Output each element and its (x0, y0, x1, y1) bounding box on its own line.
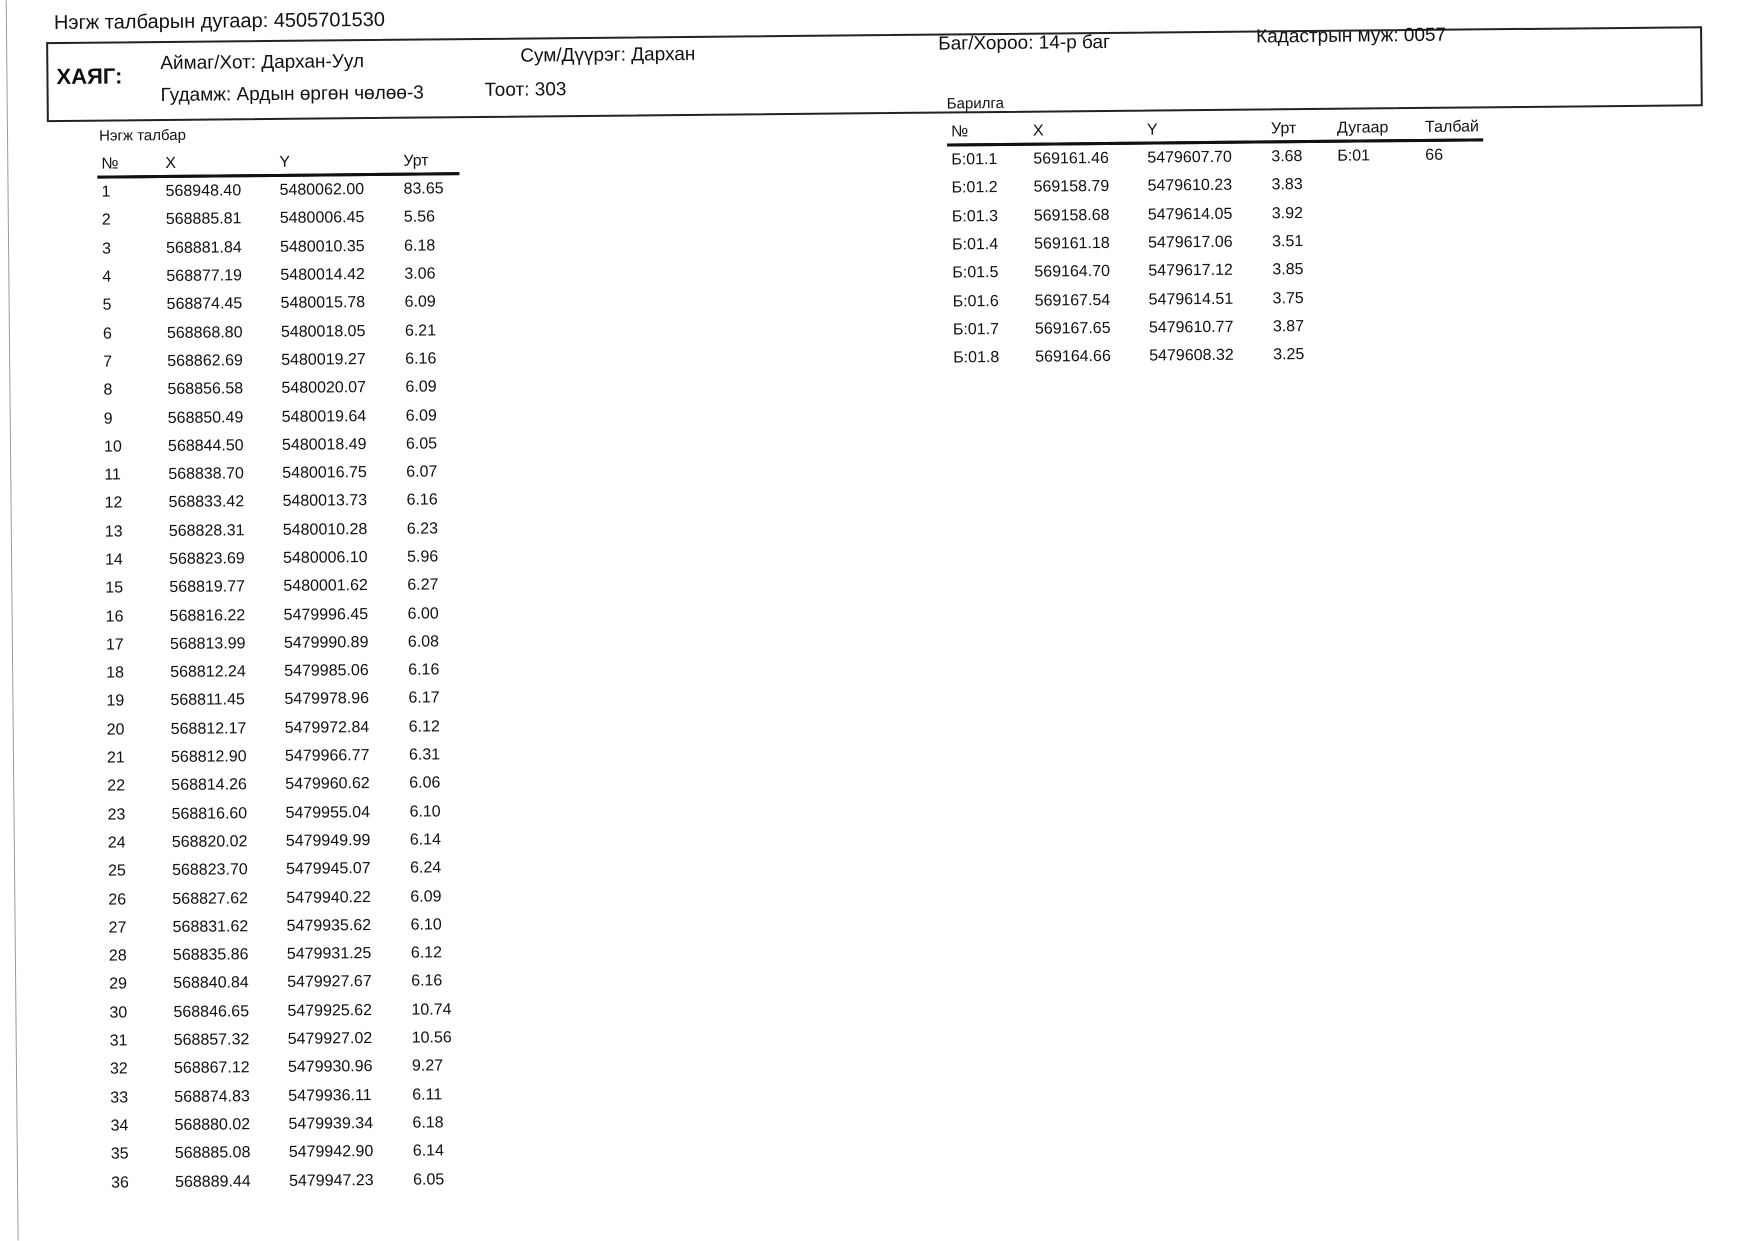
table-cell (1334, 199, 1422, 228)
table-cell: 19 (106, 692, 125, 711)
table-row (100, 402, 462, 434)
table-row (103, 713, 465, 745)
building-column-header: Дугаар (1333, 113, 1421, 141)
table-cell: 3.51 (1272, 233, 1304, 251)
table-cell: 568823.69 (169, 550, 245, 568)
table-cell: 5480010.28 (282, 520, 368, 539)
parcel-coordinates-table (97, 146, 469, 1197)
table-row (105, 939, 467, 971)
table-cell: 5479617.06 (1148, 233, 1233, 252)
address-sum: Сум/Дүүрэг: Дархан (520, 43, 696, 67)
table-cell: 568816.22 (169, 606, 246, 625)
table-cell: 569158.79 (1033, 178, 1110, 197)
table-cell: 568846.65 (173, 1002, 250, 1021)
table-cell: 5479947.23 (288, 1171, 374, 1190)
table-cell: 6.09 (405, 378, 437, 396)
table-row (101, 543, 463, 575)
table-cell (1423, 311, 1485, 340)
table-cell: Б:01.7 (952, 320, 1000, 339)
table-cell: 569164.70 (1034, 263, 1111, 281)
table-cell: Б:01.6 (952, 292, 999, 311)
table-cell: 6.16 (405, 350, 437, 368)
table-cell: 3.06 (404, 265, 436, 283)
table-row (97, 174, 459, 207)
table-cell: Б:01.1 (951, 151, 998, 169)
table-cell (1423, 339, 1485, 368)
table-cell: 568885.81 (165, 210, 242, 229)
table-cell: 568844.50 (167, 437, 244, 455)
table-cell: 568867.12 (173, 1059, 250, 1078)
table-cell: 27 (108, 919, 127, 937)
table-cell: 14 (105, 551, 123, 569)
table-cell: 5480010.35 (280, 237, 365, 256)
table-row (100, 486, 462, 518)
table-cell: 5480006.10 (283, 549, 368, 567)
table-row (103, 798, 465, 830)
table-cell (1422, 255, 1484, 284)
building-column-header: X (1029, 116, 1143, 145)
table-cell: 568813.99 (169, 635, 246, 653)
table-cell: 25 (107, 862, 126, 880)
table-cell: 6.11 (412, 1086, 443, 1104)
table-cell (1422, 198, 1484, 227)
table-cell: 6.07 (406, 463, 438, 481)
table-cell: 6.08 (407, 633, 440, 651)
table-cell: 31 (109, 1032, 128, 1050)
table-cell: 568885.08 (174, 1144, 251, 1163)
table-cell: 5479927.02 (287, 1030, 373, 1048)
table-cell (1335, 312, 1423, 341)
table-row (104, 826, 466, 858)
table-row (98, 260, 460, 292)
table-cell: 30 (109, 1004, 128, 1022)
table-cell: Б:01.5 (952, 264, 999, 282)
table-cell: 5.56 (403, 208, 436, 227)
table-cell: 11 (104, 466, 121, 484)
table-cell: 5480015.78 (280, 294, 366, 313)
scan-edge-line (6, 1, 19, 1241)
table-cell: 66 (1425, 146, 1444, 165)
table-cell: 29 (109, 975, 128, 994)
table-cell: 6.14 (409, 831, 442, 849)
parcel-number: Нэгж талбарын дугаар: 4505701530 (53, 8, 386, 35)
table-cell: 5480013.73 (282, 492, 368, 511)
table-cell: 4 (102, 268, 112, 286)
table-cell: 34 (110, 1117, 129, 1135)
building-column-header: Y (1143, 114, 1267, 143)
table-cell: 6.14 (412, 1142, 445, 1160)
table-cell: 5480019.27 (281, 351, 366, 369)
table-row (98, 203, 460, 235)
table-cell: 568868.80 (166, 323, 243, 342)
table-cell (1421, 170, 1483, 199)
table-cell: 6.09 (405, 406, 437, 425)
table-cell: 28 (108, 947, 127, 965)
table-cell: 16 (105, 608, 124, 626)
table-cell: 568831.62 (172, 918, 249, 936)
table-cell: 6.05 (412, 1170, 445, 1189)
table-cell: 5480018.49 (281, 435, 367, 454)
table-cell (1335, 340, 1423, 369)
table-row (102, 684, 464, 716)
table-row (104, 883, 466, 915)
table-row (949, 339, 1485, 372)
table-cell: 569161.46 (1033, 150, 1110, 168)
table-cell: 6.09 (410, 887, 442, 906)
parcel-column-header: Урт (399, 146, 459, 174)
address-bag: Баг/Хороо: 14-р баг (938, 31, 1111, 55)
table-cell: 6.05 (405, 435, 438, 453)
table-cell: 5479610.77 (1148, 318, 1234, 337)
table-cell: 6 (102, 325, 112, 343)
table-cell: 1 (101, 183, 111, 201)
table-cell: 568856.58 (167, 380, 244, 399)
table-cell: 5480018.05 (280, 322, 366, 341)
table-row (101, 515, 463, 547)
table-row (99, 373, 461, 405)
parcel-section-title: Нэгж талбар (98, 126, 186, 145)
table-cell (1334, 283, 1422, 312)
building-coordinates-table (947, 112, 1485, 373)
table-cell: 568835.86 (172, 946, 249, 965)
table-cell: 568850.49 (167, 408, 244, 427)
table-cell: 3.92 (1271, 204, 1304, 223)
table-cell: 32 (109, 1060, 128, 1078)
table-cell: 5479955.04 (285, 803, 371, 822)
table-cell: 5480016.75 (282, 464, 367, 482)
table-cell: Б:01.3 (951, 207, 999, 226)
table-row (106, 1052, 468, 1084)
table-cell: Б:01.4 (952, 236, 999, 254)
table-cell: 18 (106, 664, 125, 682)
table-cell: 568816.60 (171, 804, 248, 823)
table-cell: 3.85 (1272, 261, 1304, 279)
table-cell: 5479610.23 (1147, 177, 1233, 196)
table-row (103, 769, 465, 801)
table-cell: 569167.65 (1034, 319, 1111, 338)
table-cell (1334, 227, 1422, 256)
table-cell: 5479607.70 (1147, 148, 1232, 167)
table-cell: 5479996.45 (283, 605, 369, 624)
table-cell: 6.12 (408, 718, 440, 736)
table-cell: 5479940.22 (286, 888, 371, 907)
table-cell: 22 (107, 777, 126, 795)
address-cadastral-zone: Кадастрын муж: 0057 (1256, 24, 1447, 48)
table-cell: Б:01 (1337, 147, 1371, 165)
table-cell: 6.21 (404, 322, 437, 340)
table-row (100, 430, 462, 462)
table-cell: 5479608.32 (1149, 346, 1234, 365)
table-cell: 35 (110, 1145, 129, 1163)
table-row (100, 458, 462, 490)
table-cell: 5479972.84 (284, 718, 370, 737)
building-section-title: Барилга (946, 94, 1004, 113)
table-cell: 6.06 (409, 774, 441, 793)
table-cell: 5480019.64 (281, 407, 367, 426)
table-cell: 5479614.05 (1147, 205, 1233, 224)
table-cell: 6.27 (407, 576, 439, 594)
table-cell: 5480006.45 (279, 209, 365, 228)
table-cell: 9.27 (411, 1057, 444, 1076)
table-cell: 568823.70 (171, 861, 248, 880)
table-cell (1333, 170, 1421, 199)
table-cell: 3.75 (1272, 289, 1304, 307)
table-cell: 5479960.62 (285, 775, 370, 794)
table-cell: 17 (105, 636, 124, 654)
table-cell: 3.25 (1273, 346, 1305, 364)
address-street: Гудамж: Ардын өргөн чөлөө-3 (160, 82, 424, 107)
table-cell: 568857.32 (173, 1031, 250, 1050)
table-cell: 5479936.11 (288, 1086, 372, 1105)
table-cell: 568881.84 (166, 239, 242, 257)
table-cell: 568812.24 (170, 663, 246, 682)
parcel-column-header: X (161, 148, 275, 177)
table-cell: 5479927.67 (287, 973, 372, 992)
table-cell: 6.18 (404, 237, 436, 255)
table-cell: 5480014.42 (280, 266, 365, 284)
table-cell: 7 (103, 353, 113, 371)
table-cell: 568948.40 (165, 182, 242, 201)
table-cell: 6.12 (410, 944, 443, 962)
table-row (106, 1024, 468, 1056)
table-cell: 5479990.89 (283, 633, 369, 652)
table-cell: 6.16 (411, 972, 443, 991)
table-cell: 5479945.07 (285, 860, 371, 879)
table-cell: 10.56 (411, 1029, 452, 1047)
table-cell: 6.16 (408, 661, 440, 679)
table-row (107, 1166, 469, 1198)
table-row (101, 571, 463, 603)
table-cell: 6.24 (409, 859, 442, 877)
table-cell: Б:01.8 (953, 349, 1000, 367)
table-cell: 568828.31 (168, 521, 245, 540)
table-cell: 569158.68 (1033, 206, 1110, 225)
table-cell: 568827.62 (172, 889, 249, 908)
table-cell: 23 (107, 806, 126, 824)
table-row (102, 656, 464, 688)
table-cell: 12 (104, 494, 123, 513)
table-cell: 568819.77 (169, 578, 246, 597)
table-row (99, 345, 461, 377)
parcel-column-header: № (97, 149, 161, 177)
table-cell: 5479935.62 (286, 916, 372, 935)
table-cell: 6.00 (407, 604, 439, 623)
table-cell: 33 (110, 1089, 129, 1107)
table-cell: 5480001.62 (283, 577, 368, 596)
table-cell: 568877.19 (166, 267, 243, 286)
table-cell: 6.18 (412, 1114, 444, 1132)
table-cell: 5479949.99 (285, 832, 371, 850)
table-cell: 568874.83 (174, 1087, 250, 1106)
table-cell: 568820.02 (171, 833, 248, 851)
table-row (107, 1137, 469, 1169)
parcel-column-header: Y (275, 147, 399, 176)
table-cell: 24 (107, 834, 126, 852)
table-cell: 5 (102, 296, 112, 314)
table-cell: 9 (103, 410, 113, 428)
building-column-header: Талбай (1421, 112, 1483, 140)
table-cell: 5479614.51 (1148, 290, 1234, 309)
table-cell: 568811.45 (170, 691, 245, 710)
address-aimag: Аймаг/Хот: Дархан-Уул (160, 51, 365, 75)
table-cell: 5479966.77 (284, 747, 370, 765)
building-column-header: № (947, 117, 1029, 145)
table-cell: 569167.54 (1034, 291, 1111, 310)
table-cell: 5479939.34 (288, 1114, 374, 1133)
table-cell (1422, 226, 1484, 255)
table-cell: 569161.18 (1034, 234, 1110, 253)
table-cell: 568874.45 (166, 295, 243, 314)
address-toot: Тоот: 303 (484, 79, 567, 101)
table-cell: 5479931.25 (286, 945, 372, 964)
table-cell: 6.17 (408, 689, 440, 708)
table-row (98, 232, 460, 264)
table-cell: 6.31 (408, 746, 441, 764)
table-cell: 3 (102, 240, 112, 258)
table-cell: 2 (101, 211, 111, 230)
address-box (46, 26, 1703, 122)
table-cell: 20 (106, 721, 125, 739)
address-label: ХАЯГ: (56, 63, 123, 90)
table-cell (1422, 283, 1484, 312)
table-cell: Б:01.2 (951, 179, 998, 197)
table-cell: 568862.69 (167, 352, 243, 370)
table-cell: 5479985.06 (284, 662, 369, 681)
table-cell: 569164.66 (1035, 348, 1111, 366)
table-row (106, 1081, 468, 1113)
table-row (106, 1109, 468, 1141)
table-cell: 26 (108, 890, 127, 909)
table-row (99, 288, 461, 320)
table-cell: 5480020.07 (281, 379, 367, 398)
table-cell: 10 (103, 438, 122, 456)
table-cell: 5479978.96 (284, 690, 370, 709)
table-row (104, 911, 466, 943)
table-cell: 568814.26 (171, 776, 247, 795)
table-cell: 3.83 (1271, 176, 1303, 194)
table-cell: 568838.70 (168, 465, 244, 484)
table-cell: 6.16 (406, 491, 438, 510)
table-cell: 36 (110, 1173, 129, 1192)
table-cell: 5480062.00 (279, 181, 365, 200)
table-cell: 10.74 (411, 1001, 452, 1019)
table-cell: 8 (103, 381, 113, 399)
table-cell: 15 (105, 579, 124, 597)
building-column-header: Урт (1267, 114, 1333, 142)
table-row (102, 628, 464, 660)
table-row (105, 967, 467, 999)
table-cell: 5479930.96 (287, 1058, 373, 1077)
table-row (105, 996, 467, 1028)
table-row (103, 741, 465, 773)
table-cell: 568833.42 (168, 493, 245, 512)
table-cell: 21 (106, 749, 125, 767)
table-cell: 6.10 (409, 803, 441, 821)
table-cell: 568812.90 (170, 748, 247, 767)
table-cell: 5479617.12 (1148, 262, 1233, 280)
table-row (104, 854, 466, 886)
table-cell: 6.23 (406, 520, 439, 538)
table-cell: 568880.02 (174, 1116, 251, 1134)
table-cell: 3.87 (1272, 317, 1305, 336)
table-cell: 568840.84 (173, 974, 249, 993)
table-cell: 83.65 (403, 180, 444, 198)
table-cell: 6.10 (410, 916, 442, 934)
table-cell: 568812.17 (170, 720, 247, 738)
table-cell: 5479925.62 (287, 1001, 373, 1020)
table-cell: 5479942.90 (288, 1143, 374, 1162)
table-cell: 13 (104, 523, 123, 541)
table-cell: 3.68 (1271, 148, 1303, 166)
table-cell (1334, 255, 1422, 284)
table-row (102, 600, 464, 632)
table-cell: 568889.44 (174, 1172, 251, 1191)
table-cell: 6.09 (404, 293, 436, 312)
table-cell: 5.96 (406, 548, 439, 566)
table-row (99, 317, 461, 349)
